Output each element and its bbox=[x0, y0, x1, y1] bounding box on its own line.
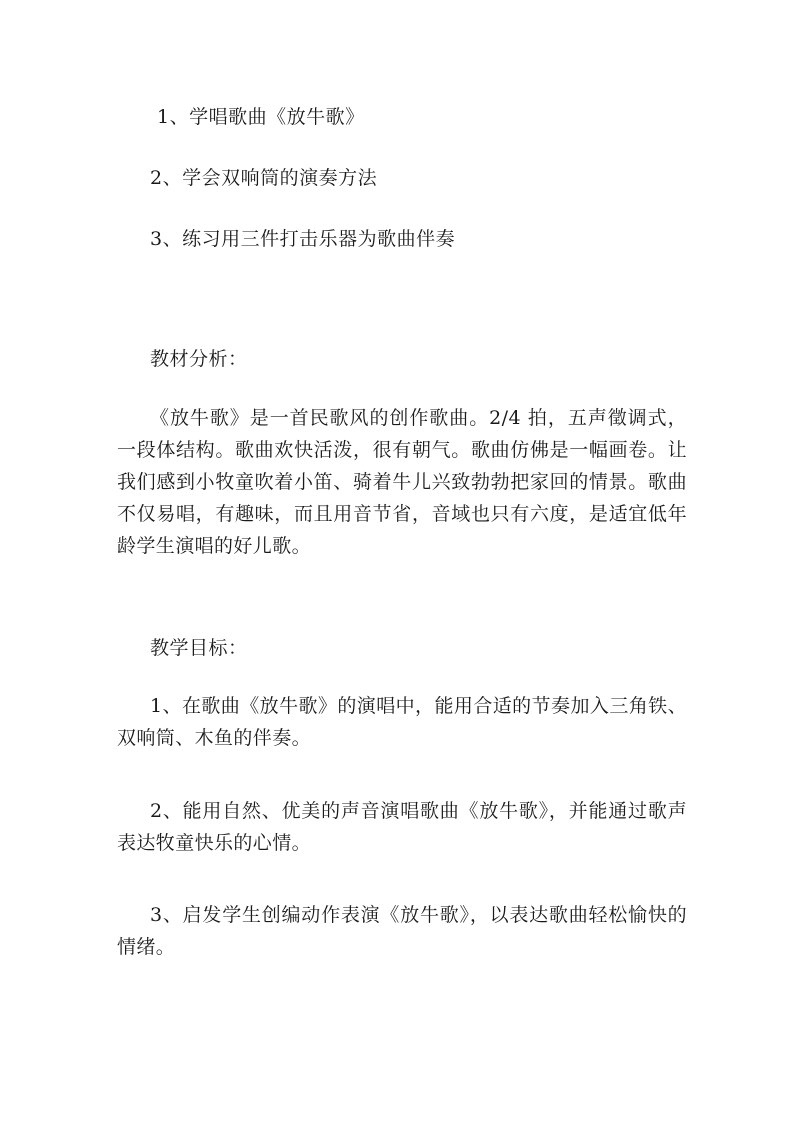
analysis-paragraph: 《放牛歌》是一首民歌风的创作歌曲。2/4 拍，五声徵调式，一段体结构。歌曲欢快活泼，很有朝气。歌曲仿佛是一幅画卷。让我们感到小牧童吹着小笛、骑着牛儿兴致勃勃把家回的情景。歌曲不仅易唱，有趣味，而且用音节省，音域也只有六度，是适宜低年龄学生演唱的好儿歌。 bbox=[117, 407, 687, 557]
objective-item-3: 3、启发学生创编动作表演《放牛歌》，以表达歌曲轻松愉快的情绪。 bbox=[117, 904, 687, 958]
goal-item-1: 1、学唱歌曲《放牛歌》 bbox=[157, 106, 365, 128]
goal-item-3: 3、练习用三件打击乐器为歌曲伴奏 bbox=[150, 228, 456, 250]
goal-item-2: 2、学会双响筒的演奏方法 bbox=[150, 167, 378, 189]
analysis-heading: 教材分析： bbox=[150, 348, 248, 370]
objective-item-1: 1、在歌曲《放牛歌》的演唱中，能用合适的节奏加入三角铁、双响筒、木鱼的伴奏。 bbox=[117, 695, 687, 749]
objectives-heading: 教学目标： bbox=[150, 637, 248, 659]
objective-item-2: 2、能用自然、优美的声音演唱歌曲《放牛歌》，并能通过歌声表达牧童快乐的心情。 bbox=[117, 800, 687, 854]
